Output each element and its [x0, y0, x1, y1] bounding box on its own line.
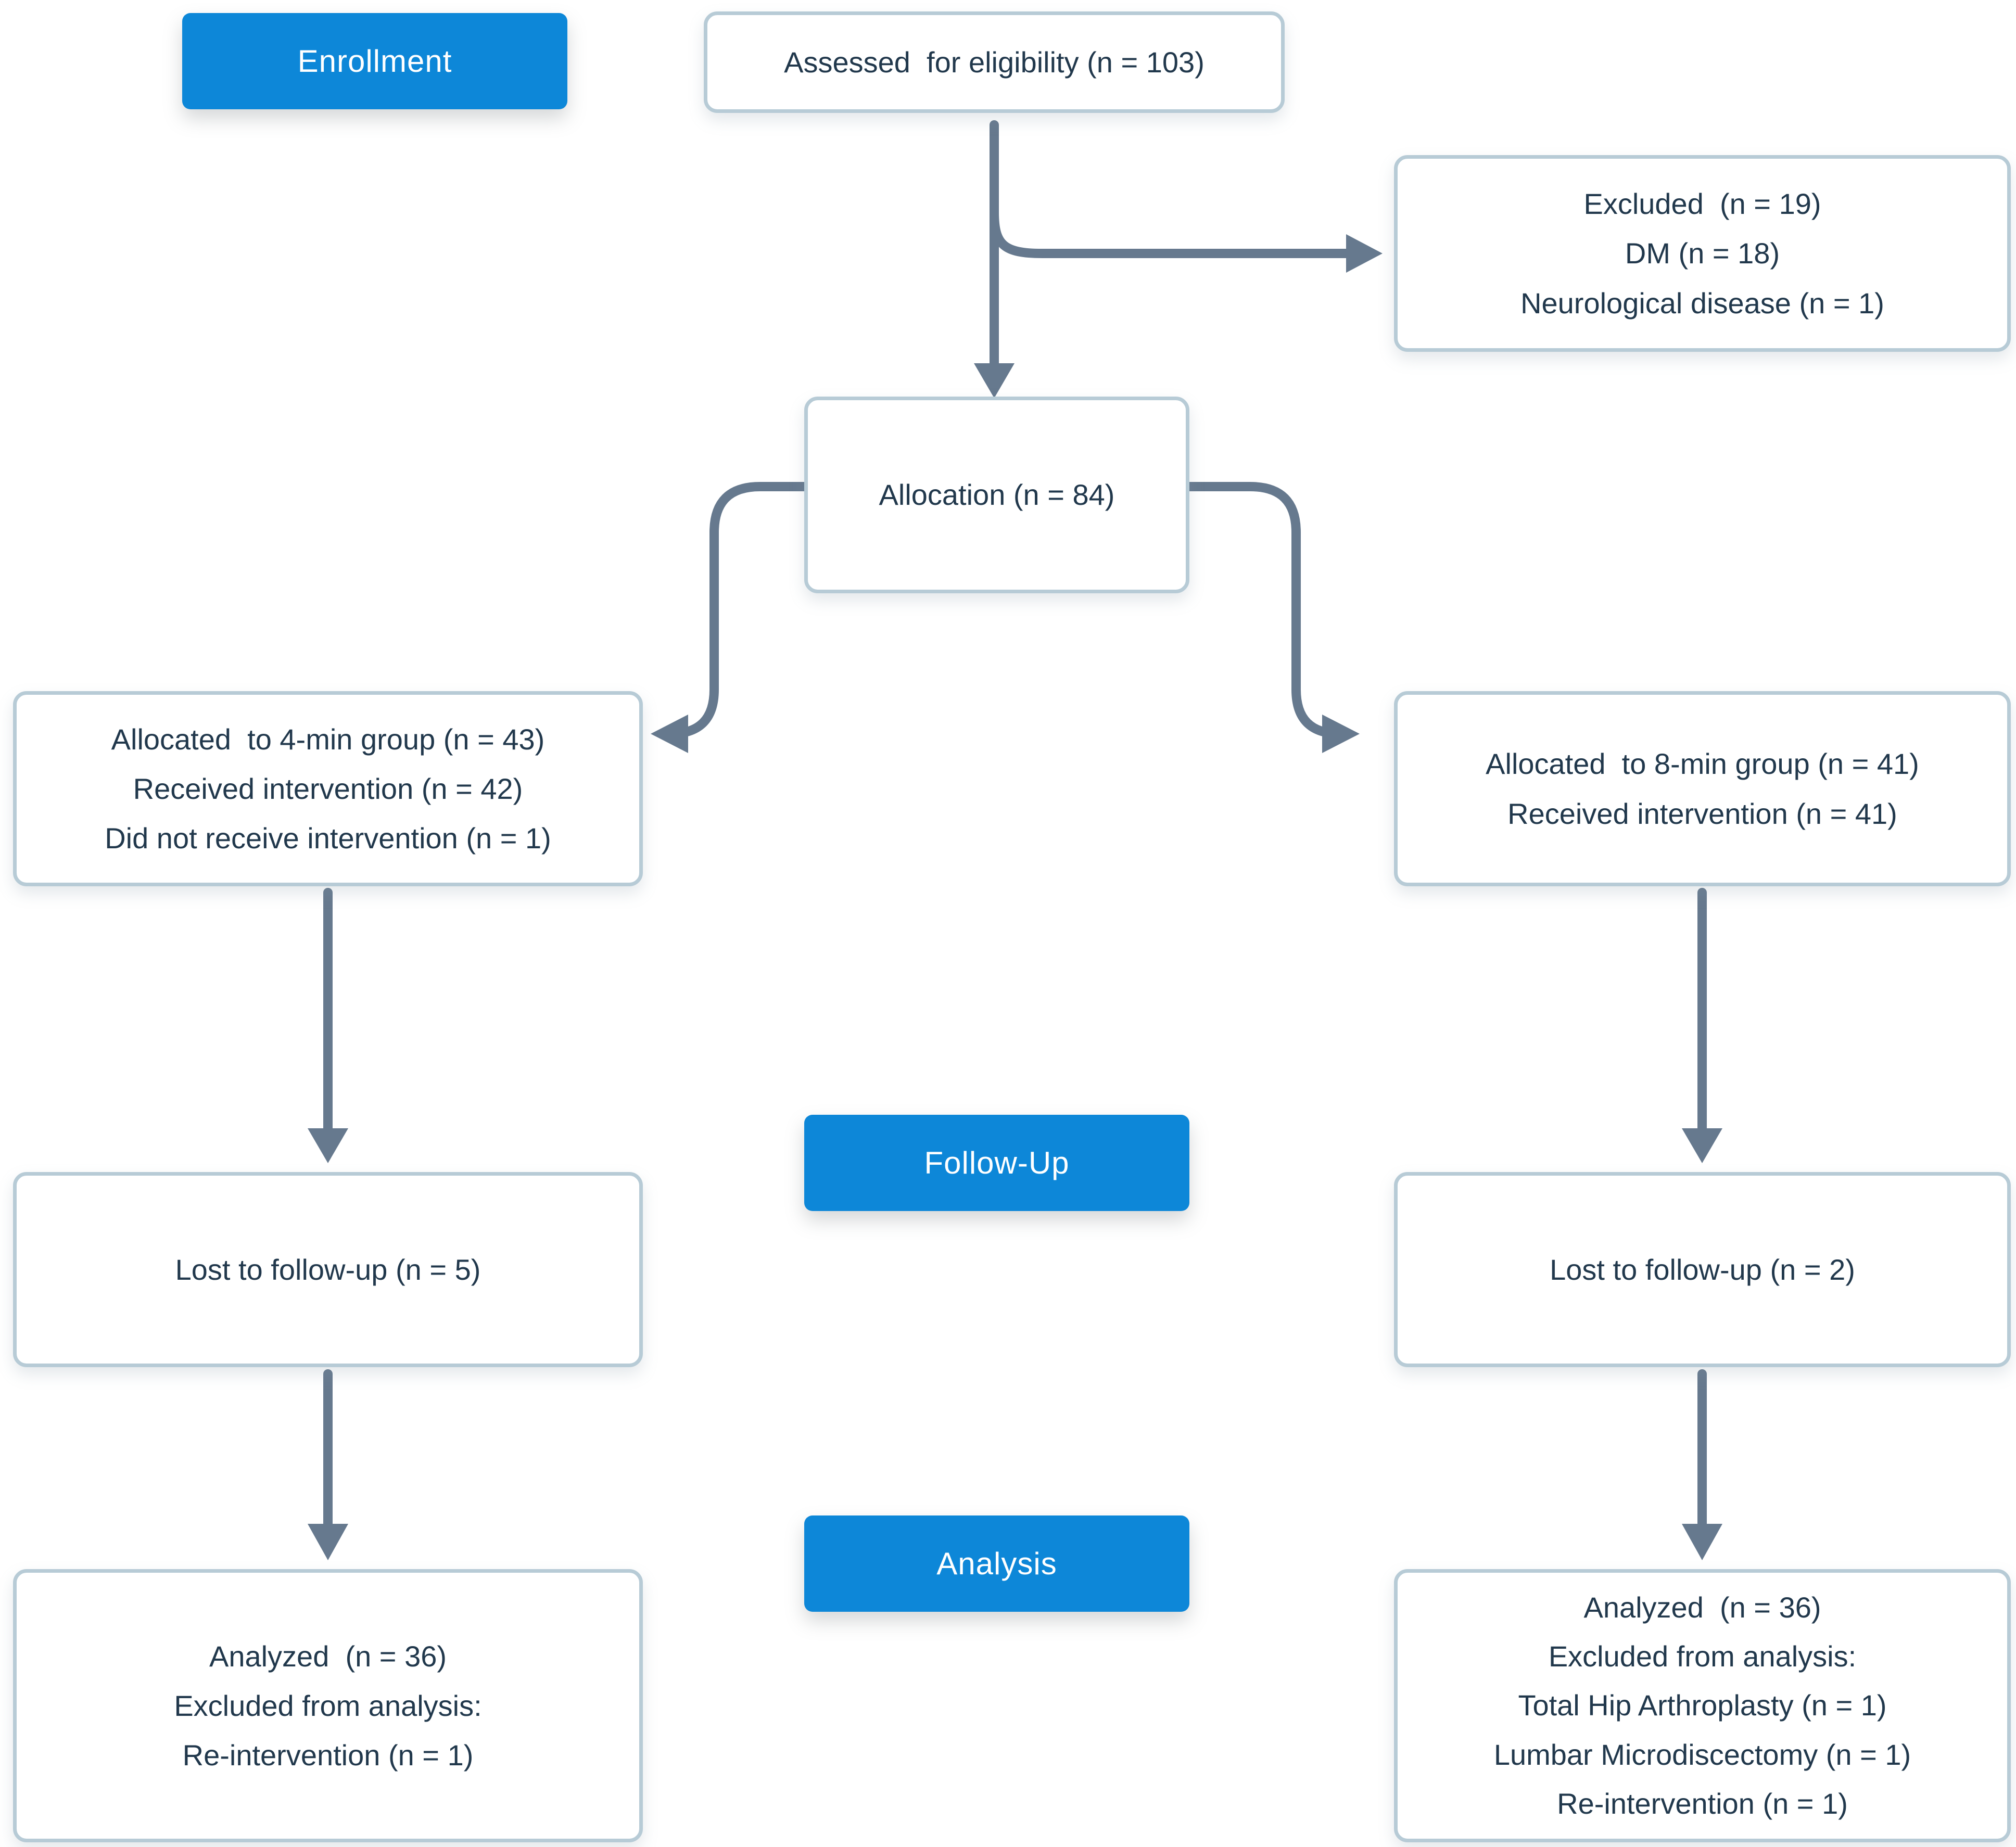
- allocated-8min-line: Allocated to 8-min group (n = 41): [1486, 747, 1919, 781]
- stage-followup-text: Follow-Up: [924, 1145, 1070, 1180]
- lost-4min-line: Lost to follow-up (n = 5): [175, 1253, 481, 1286]
- analyzed-8min-line: Total Hip Arthroplasty (n = 1): [1518, 1689, 1887, 1722]
- analyzed-8min-line: Analyzed (n = 36): [1583, 1591, 1821, 1624]
- allocated-8min-box: [1394, 691, 2011, 886]
- arrowhead-assessed-to-allocation: [974, 363, 1015, 398]
- assessed-box: [704, 11, 1285, 113]
- arrow-allocation-to-8min: [1189, 487, 1340, 734]
- allocation-line: Allocation (n = 84): [879, 478, 1115, 512]
- arrowhead-4min-lost-to-analyzed: [308, 1524, 348, 1560]
- excluded-line: Excluded (n = 19): [1583, 187, 1821, 221]
- excluded-line: Neurological disease (n = 1): [1520, 286, 1884, 320]
- analyzed-4min-line: Re-intervention (n = 1): [182, 1739, 474, 1772]
- analyzed-8min-box: [1394, 1569, 2011, 1842]
- analyzed-4min-line: Analyzed (n = 36): [209, 1639, 447, 1673]
- arrowhead-8min-to-lost: [1682, 1128, 1722, 1163]
- allocated-4min-line: Received intervention (n = 42): [133, 772, 523, 805]
- excluded-line: DM (n = 18): [1625, 237, 1780, 270]
- lost-8min-line: Lost to follow-up (n = 2): [1550, 1253, 1855, 1286]
- allocation-box: [804, 397, 1189, 593]
- lost-8min-box: [1394, 1172, 2011, 1367]
- arrowhead-allocation-to-4min: [651, 715, 688, 753]
- analyzed-8min-line: Excluded from analysis:: [1548, 1640, 1857, 1673]
- allocated-4min-box: [13, 691, 643, 886]
- stage-analysis-text: Analysis: [936, 1546, 1057, 1581]
- stage-followup-label: [804, 1115, 1189, 1211]
- analyzed-8min-line: Lumbar Microdiscectomy (n = 1): [1493, 1738, 1911, 1771]
- allocated-4min-line: Allocated to 4-min group (n = 43): [111, 722, 545, 756]
- stage-enrollment-label: [182, 13, 567, 109]
- arrowhead-allocation-to-8min: [1322, 715, 1360, 753]
- analyzed-4min-line: Excluded from analysis:: [174, 1689, 482, 1722]
- allocated-8min-line: Received intervention (n = 41): [1507, 797, 1897, 830]
- stage-enrollment-text: Enrollment: [297, 44, 452, 79]
- assessed-line: Assessed for eligibility (n = 103): [784, 45, 1204, 79]
- arrowhead-8min-lost-to-analyzed: [1682, 1524, 1722, 1560]
- excluded-box: [1394, 155, 2011, 352]
- allocated-4min-line: Did not receive intervention (n = 1): [105, 822, 551, 855]
- arrowhead-assessed-to-excluded: [1346, 234, 1383, 273]
- lost-4min-box: [13, 1172, 643, 1367]
- arrowhead-4min-to-lost: [308, 1128, 348, 1163]
- analyzed-4min-box: [13, 1569, 643, 1842]
- arrow-assessed-to-excluded: [994, 212, 1346, 253]
- arrow-allocation-to-4min: [670, 487, 804, 734]
- analyzed-8min-line: Re-intervention (n = 1): [1557, 1787, 1848, 1820]
- stage-analysis-label: [804, 1515, 1189, 1612]
